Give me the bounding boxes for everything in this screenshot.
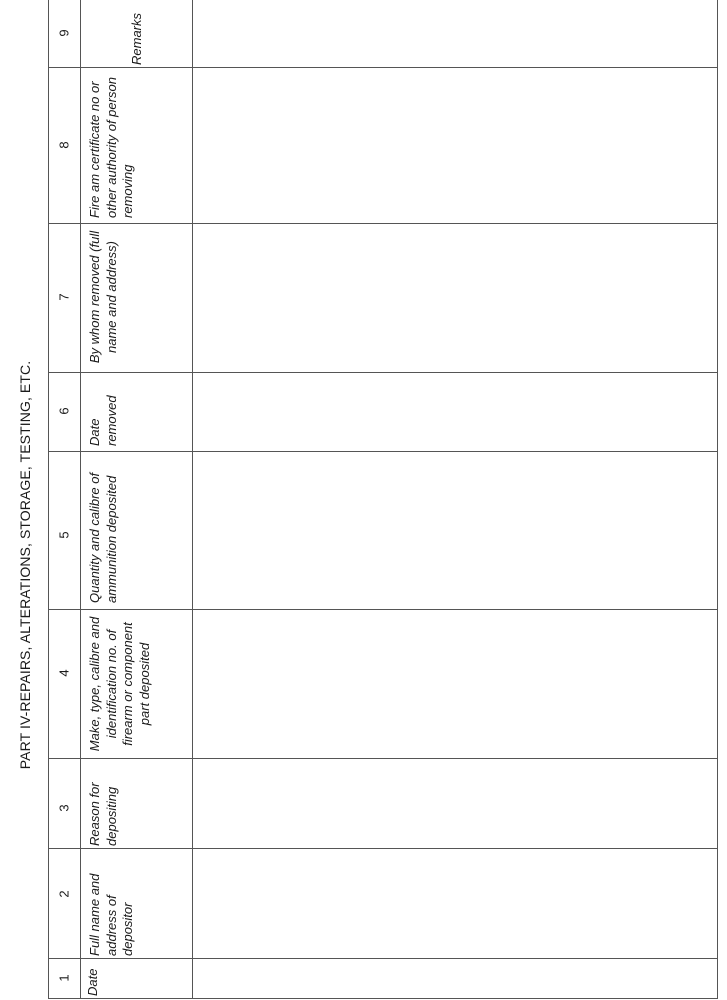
row-divider (48, 609, 718, 610)
column-number-2: 2 (56, 890, 72, 898)
row-divider (48, 223, 718, 224)
row-divider (48, 451, 718, 452)
column-header-2: Full name and address of depositor (87, 873, 135, 956)
column-header-4: Make, type, calibre and identification no. of firearm or component part deposited (87, 616, 152, 752)
row-divider (48, 67, 718, 68)
column-number-9: 9 (56, 29, 72, 37)
column-header-9: Remarks (128, 12, 144, 65)
column-number-6: 6 (56, 407, 72, 415)
column-number-8: 8 (56, 141, 72, 149)
column-number-5: 5 (56, 531, 72, 539)
column-header-5: Quantity and calibre of ammunition deposited (87, 472, 119, 603)
row-divider (48, 372, 718, 373)
column-number-7: 7 (56, 293, 72, 301)
column-header-1: Date (84, 968, 100, 996)
page-title: PART IV-REPAIRS, ALTERATIONS, STORAGE, TESTING, ETC. (17, 360, 33, 770)
row-divider (48, 958, 718, 959)
column-header-6: Date removed (87, 395, 119, 446)
column-header-3: Reason for depositing (87, 782, 119, 846)
row-divider (48, 848, 718, 849)
column-number-3: 3 (56, 804, 72, 812)
row-divider (48, 758, 718, 759)
table-bottom-border (48, 998, 718, 999)
column-header-7: By whom removed (full name and address) (87, 230, 119, 364)
column-header-8: Fire am certificate no or other authority of person removing (87, 77, 135, 218)
column-number-4: 4 (56, 669, 72, 677)
column-number-1: 1 (56, 974, 72, 982)
